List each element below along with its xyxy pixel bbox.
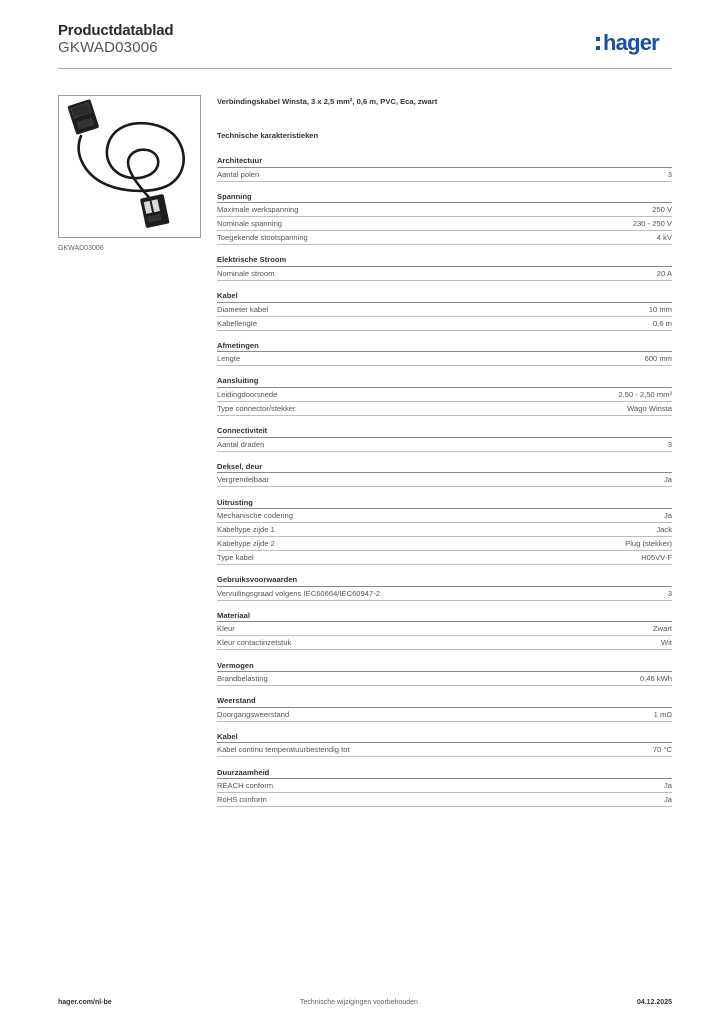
spec-row — [217, 743, 672, 757]
spec-label: Kabel continu temperatuurbestendig tot — [217, 745, 350, 755]
product-description: Verbindingskabel Winsta, 3 x 2,5 mm², 0,6 m, PVC, Eca, zwart — [217, 97, 438, 106]
spec-group — [217, 426, 672, 452]
spec-group-title: Architectuur — [217, 156, 672, 168]
spec-value: 20 A — [656, 268, 672, 278]
spec-group — [217, 611, 672, 651]
spec-label: Doorgangsweerstand — [217, 709, 290, 719]
spec-group — [217, 341, 672, 367]
spec-label: Kabeltype zijde 2 — [217, 539, 275, 548]
spec-label: Type kabel — [217, 553, 254, 562]
spec-value: 10 mm — [648, 304, 672, 314]
spec-value: 4 kV — [656, 233, 672, 243]
section-heading: Technische karakteristieken — [217, 131, 319, 140]
spec-row — [217, 537, 672, 551]
spec-row — [217, 267, 672, 281]
spec-row — [217, 708, 672, 722]
spec-row — [217, 523, 672, 537]
spec-value: Zwart — [653, 624, 672, 634]
spec-group-title: Deksel, deur — [217, 462, 672, 474]
spec-group — [217, 255, 672, 281]
spec-label: Toegekende stootspanning — [217, 233, 308, 243]
spec-label: Vervuilingsgraad volgens IEC60664/IEC60947-2 — [217, 588, 380, 598]
spec-group-title: Spanning — [217, 192, 672, 204]
spec-group — [217, 376, 672, 416]
spec-group-title: Aansluiting — [217, 376, 672, 388]
spec-group — [217, 291, 672, 331]
product-image — [58, 95, 201, 238]
spec-label: Aantal polen — [217, 169, 260, 179]
spec-row — [217, 217, 672, 231]
spec-row — [217, 203, 672, 217]
spec-table — [217, 156, 672, 817]
spec-row — [217, 636, 672, 650]
spec-group-title: Afmetingen — [217, 341, 672, 353]
spec-row — [217, 672, 672, 686]
spec-value: Ja — [663, 475, 672, 485]
spec-row — [217, 551, 672, 565]
spec-row — [217, 509, 672, 523]
spec-group-title: Uitrusting — [217, 498, 672, 510]
spec-group — [217, 498, 672, 566]
spec-label: Type connector/stekker — [217, 403, 296, 413]
spec-label: REACH conform — [217, 781, 274, 791]
spec-label: Kleur — [217, 624, 235, 634]
spec-value: Ja — [663, 781, 672, 791]
logo-text: hager — [603, 30, 659, 55]
spec-group — [217, 156, 672, 182]
spec-value: H05VV-F — [641, 553, 672, 562]
footer-date: 04.12.2025 — [636, 999, 672, 1006]
spec-row — [217, 793, 672, 807]
spec-row — [217, 438, 672, 452]
spec-group — [217, 696, 672, 722]
spec-value: 250 V — [652, 205, 672, 215]
spec-row — [217, 303, 672, 317]
spec-row — [217, 231, 672, 245]
spec-group-title: Weerstand — [217, 696, 672, 708]
spec-group-title: Gebruiksvoorwaarden — [217, 575, 672, 587]
spec-row — [217, 587, 672, 601]
spec-label: Maximale werkspanning — [217, 205, 299, 215]
spec-value: 0,46 kWh — [639, 674, 672, 684]
spec-value: 230 - 250 V — [632, 219, 672, 229]
spec-row — [217, 779, 672, 793]
spec-group-title: Connectiviteit — [217, 426, 672, 438]
spec-value: Plug (stekker) — [625, 539, 672, 548]
spec-row — [217, 352, 672, 366]
spec-group — [217, 575, 672, 601]
spec-row — [217, 388, 672, 402]
spec-group-title: Kabel — [217, 291, 672, 303]
spec-group — [217, 768, 672, 808]
spec-row — [217, 317, 672, 331]
spec-row — [217, 402, 672, 416]
footer-disclaimer: Technische wijzigingen voorbehouden — [300, 999, 418, 1006]
spec-label: Nominale stroom — [217, 268, 275, 278]
spec-group-title: Vermogen — [217, 661, 672, 673]
spec-group-title: Elektrische Stroom — [217, 255, 672, 267]
spec-label: Brandbelasting — [217, 674, 268, 684]
spec-value: 3 — [667, 439, 672, 449]
hager-logo[interactable] — [594, 28, 674, 58]
spec-group — [217, 192, 672, 246]
page-title: Productdatablad — [58, 22, 174, 39]
spec-row — [217, 168, 672, 182]
spec-label: Mechanische codering — [217, 511, 293, 520]
spec-value: Ja — [663, 511, 672, 520]
spec-group-title: Materiaal — [217, 611, 672, 623]
spec-group — [217, 661, 672, 687]
header-divider — [58, 68, 672, 69]
product-code: GKWAD03006 — [58, 39, 158, 56]
spec-row — [217, 622, 672, 636]
spec-label: Aantal draden — [217, 439, 265, 449]
spec-value: 3 — [667, 169, 672, 179]
spec-label: Kleur contactinzetstuk — [217, 638, 292, 648]
spec-label: Nominale spanning — [217, 219, 283, 229]
cable-icon — [59, 96, 200, 237]
image-caption: GKWAD03006 — [58, 245, 104, 252]
footer-website-link[interactable]: hager.com/nl-be — [58, 999, 112, 1006]
spec-label: Diameter kabel — [217, 304, 269, 314]
spec-value: 1 mΩ — [653, 709, 672, 719]
spec-group-title: Kabel — [217, 732, 672, 744]
spec-group-title: Duurzaamheid — [217, 768, 672, 780]
spec-value: 3 — [667, 588, 672, 598]
spec-label: Vergrendelbaar — [217, 475, 269, 485]
spec-label: Lengte — [217, 354, 241, 364]
spec-value: Wit — [661, 638, 672, 648]
spec-value: 2,50 - 2,50 mm² — [618, 389, 672, 399]
spec-label: Kabellengte — [217, 318, 258, 328]
spec-value: Jack — [656, 525, 672, 534]
spec-value: 600 mm — [644, 354, 672, 364]
spec-value: 70 °C — [652, 745, 672, 755]
spec-label: RoHS conform — [217, 795, 267, 805]
spec-value: Ja — [663, 795, 672, 805]
spec-value: Wago Winsta — [627, 403, 672, 413]
spec-group — [217, 462, 672, 488]
spec-row — [217, 473, 672, 487]
spec-value: 0,6 m — [653, 318, 672, 328]
spec-label: Kabeltype zijde 1 — [217, 525, 275, 534]
spec-label: Leidingdoorsnede — [217, 389, 278, 399]
spec-group — [217, 732, 672, 758]
